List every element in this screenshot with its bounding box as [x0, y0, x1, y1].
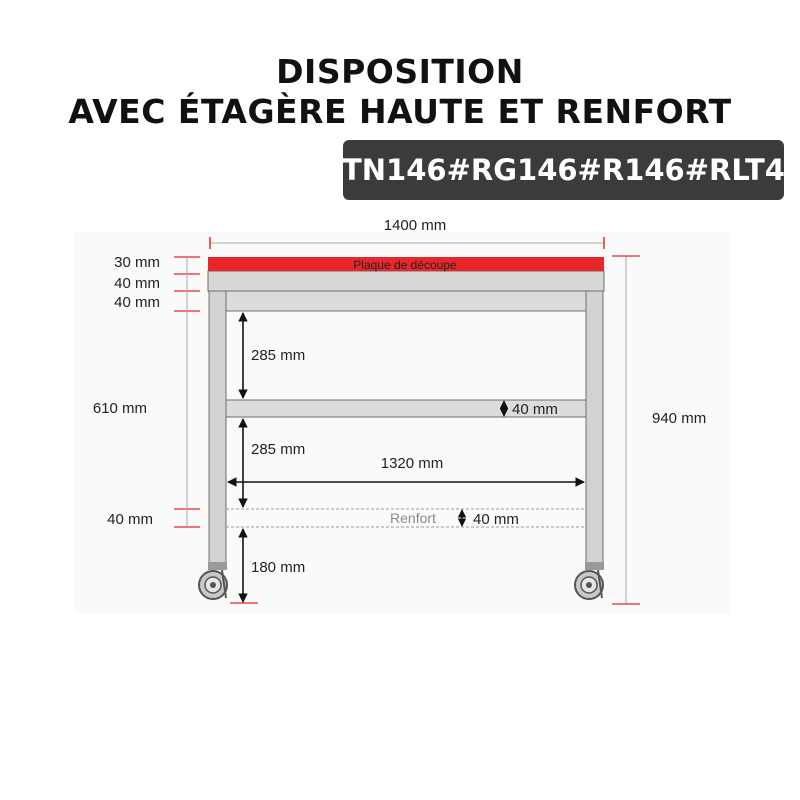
- leg-front-left: [209, 290, 226, 565]
- upper-gap-dim: 285 mm: [251, 347, 306, 364]
- floor-clearance-dim: 180 mm: [251, 559, 306, 576]
- top-thickness-dim: 40 mm: [114, 275, 160, 292]
- reference-badge: TN146#RG146#R146#RLT4: [343, 140, 784, 200]
- total-height-dim: 940 mm: [652, 410, 707, 427]
- total-width-label: 1400 mm: [383, 217, 447, 234]
- leg-front-right: [586, 290, 603, 565]
- leg-section-dim: 610 mm: [92, 400, 147, 417]
- frame-rail-dim: 40 mm: [114, 294, 160, 311]
- cutting-board-label: Plaque de découpe: [353, 258, 457, 272]
- title-line-2: AVEC ÉTAGÈRE HAUTE ET RENFORT: [68, 92, 732, 131]
- reinforcement-label: Renfort: [390, 510, 436, 526]
- frame-rail: [226, 291, 586, 311]
- reinforcement-section-dim: 40 mm: [107, 511, 153, 528]
- table-top: [208, 271, 604, 291]
- lower-gap-dim: 285 mm: [251, 441, 306, 458]
- title-line-1: DISPOSITION: [276, 52, 524, 91]
- cutting-board-dim: 30 mm: [114, 254, 160, 271]
- shelf-thickness-dim: 40 mm: [512, 401, 558, 418]
- inner-width-dim: 1320 mm: [380, 455, 444, 472]
- reinforcement-thickness-dim: 40 mm: [473, 511, 519, 528]
